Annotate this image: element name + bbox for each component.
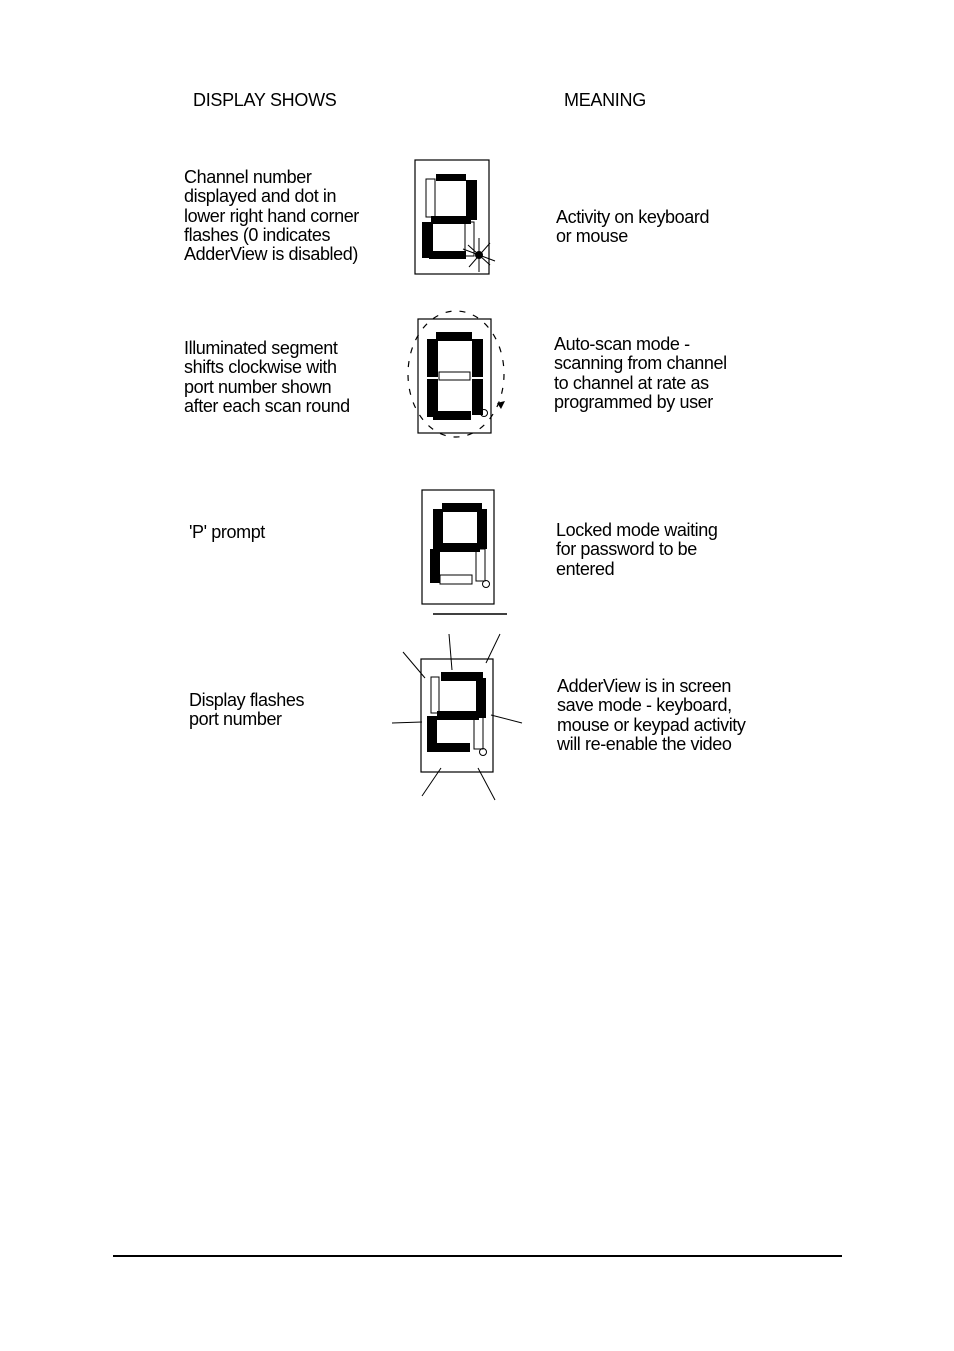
row3-seven-segment-p-prompt <box>415 485 515 620</box>
row1-meaning-text: Activity on keyboard or mouse <box>556 207 710 247</box>
row4-meaning-text: AdderView is in screen save mode - keyboard, mouse or keypad activity will re-enable the video <box>557 676 746 754</box>
row2-display-text: Illuminated segment shifts clockwise with port number shown after each scan round <box>184 338 350 416</box>
row3-meaning-text: Locked mode waiting for password to be entered <box>556 520 718 579</box>
row1-display-text: Channel number displayed and dot in lower right hand corner flashes (0 indicates AdderView is disabled) <box>184 167 359 265</box>
row3-display-text: 'P' prompt <box>189 522 265 542</box>
column-header-meaning: MEANING <box>564 90 646 110</box>
row4-seven-segment-flashing-digit <box>385 628 530 808</box>
column-header-display-shows: DISPLAY SHOWS <box>193 90 337 110</box>
row1-seven-segment-digit-8 <box>400 150 510 280</box>
row2-seven-segment-digit-0-scanning <box>400 305 515 445</box>
row4-display-text: Display flashes port number <box>189 690 305 730</box>
row2-meaning-text: Auto-scan mode - scanning from channel to channel at rate as programmed by user <box>554 334 727 412</box>
footer-rule <box>113 1255 842 1257</box>
